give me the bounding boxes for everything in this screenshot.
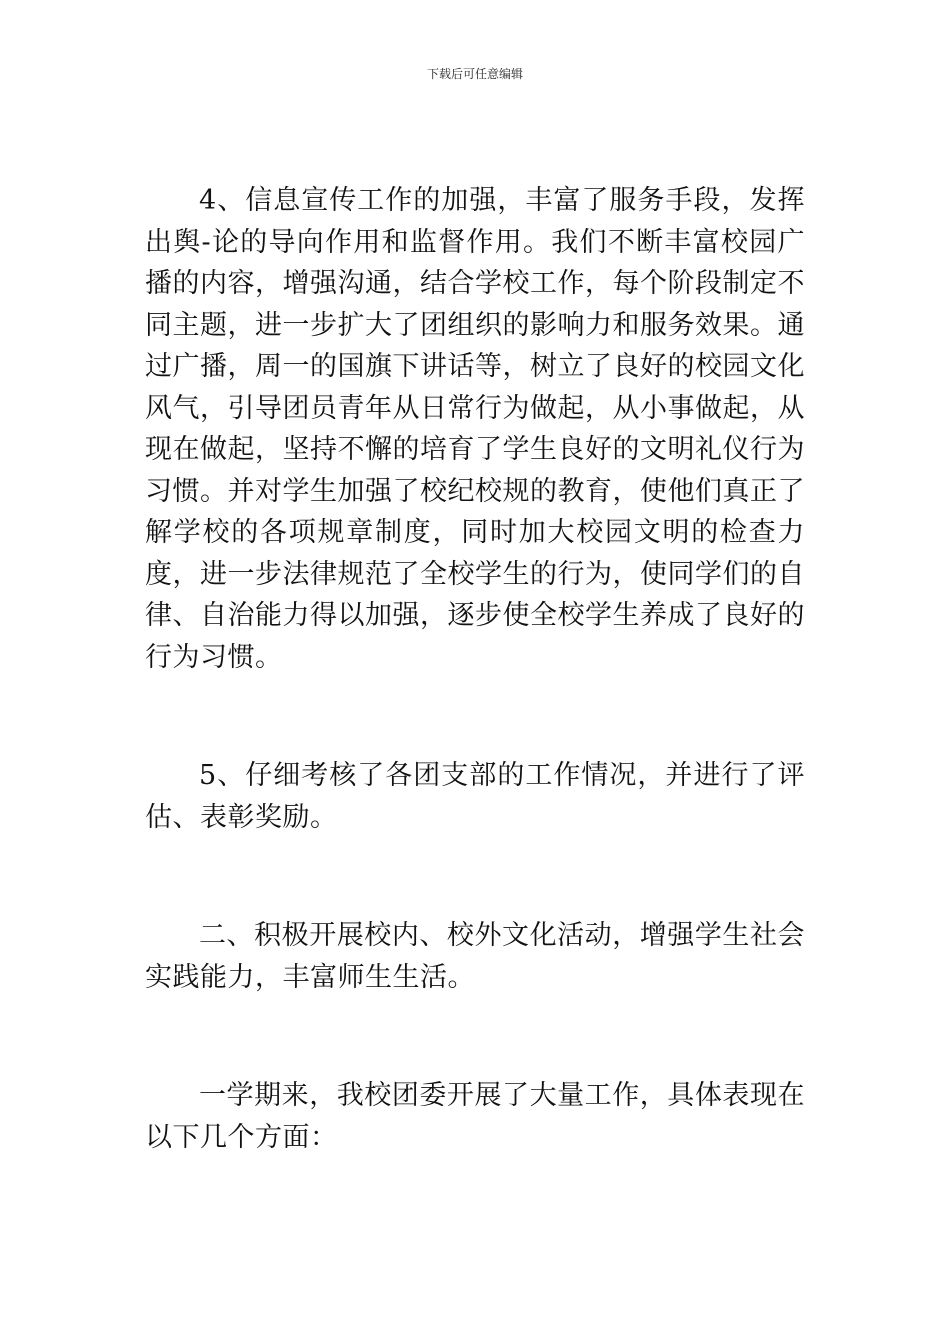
header-note: 下载后可任意编辑 (426, 67, 523, 81)
paragraph-branch-assessment: 5、仔细考核了各团支部的工作情况，并进行了评估、表彰奖励。 (145, 760, 805, 833)
document-body (145, 180, 805, 1158)
paragraph-section-two-heading: 二、积极开展校内、校外文化活动，增强学生社会实践能力，丰富师生生活。 (145, 920, 805, 993)
paragraph-semester-summary: 一学期来，我校团委开展了大量工作，具体表现在以下几个方面： (145, 1080, 805, 1153)
paragraph-info-publicity: 4、信息宣传工作的加强，丰富了服务手段，发挥出舆-论的导向作用和监督作用。我们不断丰富校园广播的内容，增强沟通，结合学校工作，每个阶段制定不同主题，进一步扩大了团组织的影响力和服务效果。通过广播，周一的国旗下讲话等，树立了良好的校园文化风气，引导团员青年从日常行为做起，从小事做起，从现在做起，坚持不懈的培育了学生良好的文明礼仪行为习惯。并对学生加强了校纪校规的教育，使他们真正了解学校的各项规章制度，同时加大校园文明的检查力度，进一步法律规范了全校学生的行为，使同学们的自律、自治能力得以加强，逐步使全校学生养成了良好的行为习惯。 (145, 185, 805, 673)
